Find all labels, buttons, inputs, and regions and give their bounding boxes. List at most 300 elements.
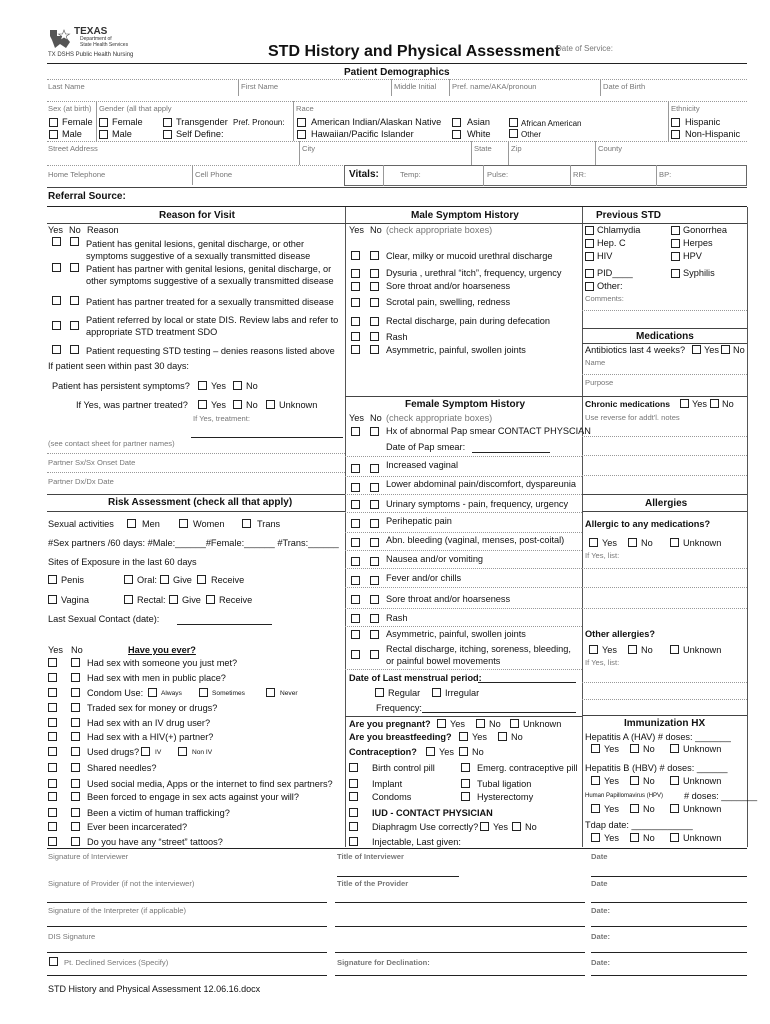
- q8-label: Shared needles?: [87, 763, 157, 773]
- hpv-no-checkbox[interactable]: [630, 804, 639, 813]
- male-s7-no-checkbox[interactable]: [370, 345, 379, 354]
- rectal-give-label: Give: [182, 595, 201, 605]
- county-label: County: [598, 144, 623, 153]
- q13-yes-checkbox[interactable]: [48, 837, 57, 846]
- other-allergies-label: Other allergies?: [585, 629, 655, 639]
- condoms-label: Condoms: [372, 792, 412, 802]
- emergency-contraceptive-label: Emerg. contraceptive pill: [477, 763, 578, 773]
- drugs-iv-checkbox[interactable]: [141, 747, 150, 756]
- q13-no-checkbox[interactable]: [71, 837, 80, 846]
- tdap-unknown-checkbox[interactable]: [670, 833, 679, 842]
- female-s8-no-checkbox[interactable]: [370, 576, 379, 585]
- if-yes-treatment-label: If Yes, treatment:: [193, 414, 250, 423]
- persistent-symptoms-label: Patient has persistent symptoms?: [52, 381, 190, 391]
- reason-2-line1: Patient has partner with genital lesions, genital discharge, or: [86, 264, 332, 274]
- tdap-yes-checkbox[interactable]: [591, 833, 600, 842]
- drugs-iv-label: IV: [155, 749, 162, 756]
- city-label: City: [302, 144, 316, 153]
- female-s11-yes-checkbox[interactable]: [351, 630, 360, 639]
- race-other-checkbox[interactable]: [509, 129, 518, 138]
- other-allergies-no-checkbox[interactable]: [628, 645, 637, 654]
- drugs-non-iv-checkbox[interactable]: [178, 747, 187, 756]
- gender-transgender-label: Transgender: [176, 117, 228, 127]
- male-s6-no-checkbox[interactable]: [370, 332, 379, 341]
- activity-men-label: Men: [142, 519, 160, 529]
- bp-label: BP:: [659, 170, 672, 179]
- q2-label: Had sex with men in public place?: [87, 673, 226, 683]
- emergency-contraceptive-checkbox[interactable]: [461, 763, 470, 772]
- female-yes-header: Yes: [349, 413, 364, 423]
- q10-no-checkbox[interactable]: [71, 792, 80, 801]
- hispanic-label: Hispanic: [685, 117, 721, 127]
- zip-label: Zip: [511, 144, 522, 153]
- reason-4-yes-checkbox[interactable]: [52, 321, 61, 330]
- hepa-no-label: No: [643, 744, 655, 754]
- hispanic-checkbox[interactable]: [671, 118, 680, 127]
- male-s2-no-checkbox[interactable]: [370, 269, 379, 278]
- gender-transgender-checkbox[interactable]: [163, 118, 172, 127]
- site-oral-label: Oral:: [137, 575, 157, 585]
- cell-phone-label: Cell Phone: [195, 170, 233, 179]
- non-hispanic-checkbox[interactable]: [671, 130, 680, 139]
- date-interpreter-label: Date:: [591, 906, 610, 915]
- partner-treated-yes-label: Yes: [211, 400, 226, 410]
- allergies-title: Allergies: [645, 498, 688, 509]
- dis-signature-label: DIS Signature: [48, 932, 96, 941]
- female-check-note: (check appropriate boxes): [386, 413, 493, 423]
- contact-sheet-note: (see contact sheet for partner names): [48, 439, 175, 448]
- male-s3-yes-checkbox[interactable]: [351, 282, 360, 291]
- other-allergies-unknown-label: Unknown: [683, 645, 722, 655]
- allergic-unknown-checkbox[interactable]: [670, 538, 679, 547]
- race-aa-label: African American: [521, 119, 582, 128]
- male-s5-no-checkbox[interactable]: [370, 317, 379, 326]
- female-s7-label: Nausea and/or vomiting: [386, 554, 484, 564]
- site-penis-checkbox[interactable]: [48, 575, 57, 584]
- other-allergies-unknown-checkbox[interactable]: [670, 645, 679, 654]
- sig-interviewer-label: Signature of Interviewer: [48, 852, 129, 861]
- hepa-unknown-checkbox[interactable]: [670, 744, 679, 753]
- q1-yes-checkbox[interactable]: [48, 658, 57, 667]
- chronic-yes-checkbox[interactable]: [680, 399, 689, 408]
- male-s6-yes-checkbox[interactable]: [351, 332, 360, 341]
- gender-label: Gender (all that apply: [99, 104, 172, 113]
- contraception-yes-label: Yes: [439, 747, 454, 757]
- female-s6-no-checkbox[interactable]: [370, 538, 379, 547]
- hepc-checkbox[interactable]: [585, 239, 594, 248]
- diaphragm-checkbox[interactable]: [349, 822, 358, 831]
- have-you-ever-label: Have you ever?: [128, 645, 196, 655]
- pt-declined-checkbox[interactable]: [49, 957, 58, 966]
- q12-no-checkbox[interactable]: [71, 822, 80, 831]
- gender-male-checkbox[interactable]: [99, 130, 108, 139]
- female-s8-yes-checkbox[interactable]: [351, 576, 360, 585]
- street-address-label: Street Address: [48, 144, 98, 153]
- hpv-yes-checkbox[interactable]: [591, 804, 600, 813]
- hepb-yes-checkbox[interactable]: [591, 776, 600, 785]
- tdap-unknown-label: Unknown: [683, 833, 722, 843]
- hepa-yes-checkbox[interactable]: [591, 744, 600, 753]
- race-nh-pi-label: Hawaiian/Pacific Islander: [311, 129, 414, 139]
- race-aa-checkbox[interactable]: [509, 118, 518, 127]
- reason-5-yes-checkbox[interactable]: [52, 345, 61, 354]
- allergic-medications-label: Allergic to any medications?: [585, 519, 711, 529]
- female-s4-yes-checkbox[interactable]: [351, 500, 360, 509]
- tubal-ligation-label: Tubal ligation: [477, 779, 532, 789]
- org-name: TEXAS: [74, 26, 108, 37]
- q1-no-checkbox[interactable]: [71, 658, 80, 667]
- q4-no-checkbox[interactable]: [71, 703, 80, 712]
- antibiotics-no-label: No: [733, 345, 745, 355]
- q9-no-checkbox[interactable]: [71, 779, 80, 788]
- q2-yes-checkbox[interactable]: [48, 673, 57, 682]
- q3-label: Condom Use:: [87, 688, 144, 698]
- female-no-header: No: [370, 413, 382, 423]
- diaphragm-no-checkbox[interactable]: [512, 822, 521, 831]
- allergic-no-checkbox[interactable]: [628, 538, 637, 547]
- oral-receive-checkbox[interactable]: [197, 575, 206, 584]
- q7-no-checkbox[interactable]: [71, 747, 80, 756]
- q4-yes-checkbox[interactable]: [48, 703, 57, 712]
- pref-name-label: Pref. name/AKA/pronoun: [452, 82, 537, 91]
- activity-trans-label: Trans: [257, 519, 281, 529]
- q9-yes-checkbox[interactable]: [48, 779, 57, 788]
- previous-std-title: Previous STD: [596, 210, 662, 221]
- other-std-checkbox[interactable]: [585, 282, 594, 291]
- female-s8-label: Fever and/or chills: [386, 573, 462, 583]
- pregnant-no-label: No: [489, 719, 501, 729]
- male-s7-yes-checkbox[interactable]: [351, 345, 360, 354]
- q1-label: Had sex with someone you just met?: [87, 658, 238, 668]
- pregnant-yes-checkbox[interactable]: [437, 719, 446, 728]
- female-s12-no-checkbox[interactable]: [370, 650, 379, 659]
- antibiotics-no-checkbox[interactable]: [721, 345, 730, 354]
- activity-women-checkbox[interactable]: [179, 519, 188, 528]
- hepc-label: Hep. C: [597, 238, 626, 248]
- pregnant-no-checkbox[interactable]: [476, 719, 485, 728]
- state-label: State: [474, 144, 492, 153]
- page-title: STD History and Physical Assessment: [268, 43, 560, 60]
- female-s4-no-checkbox[interactable]: [370, 500, 379, 509]
- rectal-receive-checkbox[interactable]: [206, 595, 215, 604]
- male-s2-yes-checkbox[interactable]: [351, 269, 360, 278]
- hpv-unknown-label: Unknown: [683, 804, 722, 814]
- condom-sometimes-checkbox[interactable]: [199, 688, 208, 697]
- q12-yes-checkbox[interactable]: [48, 822, 57, 831]
- q11-yes-checkbox[interactable]: [48, 808, 57, 817]
- chronic-no-checkbox[interactable]: [710, 399, 719, 408]
- vitals-label: Vitals:: [349, 169, 379, 180]
- title-provider-label: Title of the Provider: [337, 879, 409, 888]
- other-allergies-yes-checkbox[interactable]: [589, 645, 598, 654]
- female-s10-no-checkbox[interactable]: [370, 614, 379, 623]
- male-s7-label: Asymmetric, painful, swollen joints: [386, 345, 526, 355]
- female-s6-yes-checkbox[interactable]: [351, 538, 360, 547]
- female-s3-no-checkbox[interactable]: [370, 483, 379, 492]
- condom-never-label: Never: [280, 690, 298, 697]
- pregnant-unknown-label: Unknown: [523, 719, 562, 729]
- q3-no-checkbox[interactable]: [71, 688, 80, 697]
- male-s3-no-checkbox[interactable]: [370, 282, 379, 291]
- q11-no-checkbox[interactable]: [71, 808, 80, 817]
- org-line2: Department of: [80, 36, 112, 42]
- activity-trans-checkbox[interactable]: [242, 519, 251, 528]
- ethnicity-label: Ethnicity: [671, 104, 700, 113]
- female-s1-no-checkbox[interactable]: [370, 427, 379, 436]
- chlamydia-checkbox[interactable]: [585, 226, 594, 235]
- gender-self-define-label: Self Define:: [176, 129, 224, 139]
- female-s9-no-checkbox[interactable]: [370, 595, 379, 604]
- persistent-no-checkbox[interactable]: [233, 381, 242, 390]
- hepb-unknown-label: Unknown: [683, 776, 722, 786]
- female-s10-yes-checkbox[interactable]: [351, 614, 360, 623]
- other-allergies-no-label: No: [641, 645, 653, 655]
- partner-treated-unknown-label: Unknown: [279, 400, 318, 410]
- race-ai-an-label: American Indian/Alaskan Native: [311, 117, 442, 127]
- q10-yes-checkbox[interactable]: [48, 792, 57, 801]
- breastfeeding-label: Are you breastfeeding?: [349, 732, 452, 742]
- gender-female-checkbox[interactable]: [99, 118, 108, 127]
- male-s4-no-checkbox[interactable]: [370, 298, 379, 307]
- female-s2-label: Increased vaginal: [386, 460, 459, 470]
- oral-give-label: Give: [173, 575, 192, 585]
- reason-4-no-checkbox[interactable]: [70, 321, 79, 330]
- rectal-give-checkbox[interactable]: [169, 595, 178, 604]
- hiv-checkbox[interactable]: [585, 252, 594, 261]
- syphilis-label: Syphilis: [683, 268, 715, 278]
- hysterectomy-label: Hysterectomy: [477, 792, 534, 802]
- pregnant-yes-label: Yes: [450, 719, 465, 729]
- female-symptom-title: Female Symptom History: [405, 399, 526, 410]
- q5-no-checkbox[interactable]: [71, 718, 80, 727]
- antibiotics-label: Antibiotics last 4 weeks?: [585, 345, 686, 355]
- chronic-medications-label: Chronic medications: [585, 399, 670, 409]
- hpv-no-label: No: [643, 804, 655, 814]
- female-s3-yes-checkbox[interactable]: [351, 483, 360, 492]
- medications-title: Medications: [636, 331, 694, 342]
- allergic-no-label: No: [641, 538, 653, 548]
- condom-always-label: Always: [161, 690, 182, 697]
- hepb-unknown-checkbox[interactable]: [670, 776, 679, 785]
- injectable-checkbox[interactable]: [349, 837, 358, 846]
- contraception-yes-checkbox[interactable]: [426, 747, 435, 756]
- male-s5-label: Rectal discharge, pain during defecation: [386, 316, 550, 326]
- oral-give-checkbox[interactable]: [160, 575, 169, 584]
- race-white-checkbox[interactable]: [452, 130, 461, 139]
- birth-control-checkbox[interactable]: [349, 763, 358, 772]
- sex-label: Sex (at birth): [48, 104, 92, 113]
- herpes-checkbox[interactable]: [671, 239, 680, 248]
- hepa-no-checkbox[interactable]: [630, 744, 639, 753]
- date-provider-label: Date: [591, 879, 608, 888]
- male-s4-yes-checkbox[interactable]: [351, 298, 360, 307]
- breastfeeding-yes-checkbox[interactable]: [459, 732, 468, 741]
- antibiotics-yes-label: Yes: [704, 345, 719, 355]
- risk-yes-header: Yes: [48, 645, 63, 655]
- reason-header: Reason: [87, 225, 119, 235]
- hepb-no-checkbox[interactable]: [630, 776, 639, 785]
- footer-filename: STD History and Physical Assessment 12.06.16.docx: [48, 984, 261, 994]
- org-line3: State Health Services: [80, 42, 129, 48]
- reason-3-no-checkbox[interactable]: [70, 296, 79, 305]
- reason-3-yes-checkbox[interactable]: [52, 296, 61, 305]
- race-ai-an-checkbox[interactable]: [297, 118, 306, 127]
- sex-male-label: Male: [62, 129, 82, 139]
- implant-checkbox[interactable]: [349, 779, 358, 788]
- male-s1-label: Clear, milky or mucoid urethral discharge: [386, 251, 553, 261]
- q8-no-checkbox[interactable]: [71, 763, 80, 772]
- date-declination-label: Date:: [591, 958, 610, 967]
- hepa-label: Hepatitis A (HAV) # doses: _______: [585, 732, 731, 742]
- female-s5-yes-checkbox[interactable]: [351, 519, 360, 528]
- pt-declined-label: Pt. Declined Services (Specify): [64, 958, 169, 967]
- q6-no-checkbox[interactable]: [71, 732, 80, 741]
- allergic-yes-checkbox[interactable]: [589, 538, 598, 547]
- antibiotics-yes-checkbox[interactable]: [692, 345, 701, 354]
- female-s7-no-checkbox[interactable]: [370, 557, 379, 566]
- pref-pronoun-label: Pref. Pronoun:: [233, 118, 285, 127]
- female-s6-label: Abn. bleeding (vaginal, menses, post-coital): [386, 535, 565, 545]
- q5-label: Had sex with an IV drug user?: [87, 718, 211, 728]
- gender-self-define-checkbox[interactable]: [163, 130, 172, 139]
- q7-yes-checkbox[interactable]: [48, 747, 57, 756]
- gender-male-label: Male: [112, 129, 132, 139]
- hpv-unknown-checkbox[interactable]: [670, 804, 679, 813]
- sex-female-label: Female: [62, 117, 93, 127]
- q6-label: Had sex with a HIV(+) partner?: [87, 732, 214, 742]
- q2-no-checkbox[interactable]: [71, 673, 80, 682]
- male-s1-no-checkbox[interactable]: [370, 251, 379, 260]
- q7-label: Used drugs?: [87, 747, 140, 757]
- race-asian-checkbox[interactable]: [452, 118, 461, 127]
- hpv-checkbox[interactable]: [671, 252, 680, 261]
- reason-3-label: Patient has partner treated for a sexually transmitted disease: [86, 297, 334, 307]
- female-s5-no-checkbox[interactable]: [370, 519, 379, 528]
- female-s7-yes-checkbox[interactable]: [351, 557, 360, 566]
- q10-label: Been forced to engage in sex acts against your will?: [87, 792, 299, 802]
- gonorrhea-checkbox[interactable]: [671, 226, 680, 235]
- male-s6-label: Rash: [386, 332, 408, 342]
- race-nh-pi-checkbox[interactable]: [297, 130, 306, 139]
- iud-checkbox[interactable]: [349, 808, 358, 817]
- breastfeeding-no-checkbox[interactable]: [498, 732, 507, 741]
- activity-women-label: Women: [193, 519, 225, 529]
- female-s2-yes-checkbox[interactable]: [351, 464, 360, 473]
- partner-treated-no-checkbox[interactable]: [233, 400, 242, 409]
- reason-1-line1: Patient has genital lesions, genital discharge, or other: [86, 239, 305, 249]
- pap-date-label: Date of Pap smear:: [386, 442, 466, 452]
- male-s1-yes-checkbox[interactable]: [351, 251, 360, 260]
- q6-yes-checkbox[interactable]: [48, 732, 57, 741]
- site-vagina-checkbox[interactable]: [48, 595, 57, 604]
- female-s11-no-checkbox[interactable]: [370, 630, 379, 639]
- tdap-no-checkbox[interactable]: [630, 833, 639, 842]
- female-s12-yes-checkbox[interactable]: [351, 650, 360, 659]
- risk-assessment-title: Risk Assessment (check all that apply): [108, 497, 293, 508]
- male-s2-label: Dysuria , urethral “itch”, frequency, urgency: [386, 268, 562, 278]
- q5-yes-checkbox[interactable]: [48, 718, 57, 727]
- condoms-checkbox[interactable]: [349, 792, 358, 801]
- hepb-label: Hepatitis B (HBV) # doses: ______: [585, 763, 728, 773]
- reason-4-line2: appropriate STD treatment SDO: [86, 327, 218, 337]
- sex-male-checkbox[interactable]: [49, 130, 58, 139]
- regular-checkbox[interactable]: [375, 688, 384, 697]
- reason-5-no-checkbox[interactable]: [70, 345, 79, 354]
- male-s5-yes-checkbox[interactable]: [351, 317, 360, 326]
- partner-treated-yes-checkbox[interactable]: [198, 400, 207, 409]
- pid-label: PID____: [597, 268, 633, 278]
- iud-label: IUD - CONTACT PHYSICIAN: [372, 808, 493, 818]
- contraception-no-label: No: [472, 747, 484, 757]
- reason-yes-header: Yes: [48, 225, 63, 235]
- reason-2-yes-checkbox[interactable]: [52, 263, 61, 272]
- site-oral-checkbox[interactable]: [124, 575, 133, 584]
- persistent-yes-checkbox[interactable]: [198, 381, 207, 390]
- sig-declination-label: Signature for Declination:: [337, 958, 430, 967]
- diaphragm-yes-checkbox[interactable]: [480, 822, 489, 831]
- syphilis-checkbox[interactable]: [671, 269, 680, 278]
- pregnant-unknown-checkbox[interactable]: [510, 719, 519, 728]
- activity-men-checkbox[interactable]: [127, 519, 136, 528]
- reason-2-line2: other symptoms suggestive of a sexually transmitted disease: [86, 276, 334, 286]
- irregular-checkbox[interactable]: [432, 688, 441, 697]
- race-other-label: Other: [521, 130, 542, 139]
- diaphragm-yes-label: Yes: [493, 822, 508, 832]
- pid-checkbox[interactable]: [585, 269, 594, 278]
- q13-label: Do you have any “street” tattoos?: [87, 837, 223, 847]
- condom-never-checkbox[interactable]: [266, 688, 275, 697]
- hepb-yes-label: Yes: [604, 776, 619, 786]
- male-symptom-title: Male Symptom History: [411, 210, 519, 221]
- date-of-service-label: Date of Service:: [556, 44, 613, 53]
- condom-always-checkbox[interactable]: [148, 688, 157, 697]
- site-rectal-checkbox[interactable]: [124, 595, 133, 604]
- risk-no-header: No: [71, 645, 83, 655]
- immunization-title: Immunization HX: [624, 718, 706, 729]
- hepa-yes-label: Yes: [604, 744, 619, 754]
- female-s1-label: Hx of abnormal Pap smear CONTACT PHYSCIAN: [386, 426, 591, 436]
- tubal-ligation-checkbox[interactable]: [461, 779, 470, 788]
- partner-treated-unknown-checkbox[interactable]: [266, 400, 275, 409]
- reason-4-line1: Patient referred by local or state DIS. Review labs and refer to: [86, 315, 339, 325]
- lmp-label: Date of Last menstrual period:: [349, 673, 482, 683]
- pregnant-label: Are you pregnant?: [349, 719, 431, 729]
- sex-female-checkbox[interactable]: [49, 118, 58, 127]
- first-name-label: First Name: [241, 82, 279, 91]
- female-s9-yes-checkbox[interactable]: [351, 595, 360, 604]
- other-std-label: Other:: [597, 281, 623, 291]
- reason-1-yes-checkbox[interactable]: [52, 237, 61, 246]
- q3-yes-checkbox[interactable]: [48, 688, 57, 697]
- male-check-note: (check appropriate boxes): [386, 225, 493, 235]
- female-s1-yes-checkbox[interactable]: [351, 427, 360, 436]
- male-no-header: No: [370, 225, 382, 235]
- texas-dshs-logo: [48, 28, 72, 50]
- hysterectomy-checkbox[interactable]: [461, 792, 470, 801]
- contraception-no-checkbox[interactable]: [459, 747, 468, 756]
- q8-yes-checkbox[interactable]: [48, 763, 57, 772]
- partner-treated-label: If Yes, was partner treated?: [76, 400, 188, 410]
- reason-2-no-checkbox[interactable]: [70, 263, 79, 272]
- reason-1-no-checkbox[interactable]: [70, 237, 79, 246]
- partner-treated-no-label: No: [246, 400, 258, 410]
- frequency-label: Frequency:: [376, 703, 422, 713]
- female-s5-label: Perihepatic pain: [386, 516, 452, 526]
- female-s2-no-checkbox[interactable]: [370, 464, 379, 473]
- referral-source-label: Referral Source:: [48, 191, 126, 202]
- past-30-days-label: If patient seen within past 30 days:: [48, 361, 189, 371]
- persistent-yes-label: Yes: [211, 381, 226, 391]
